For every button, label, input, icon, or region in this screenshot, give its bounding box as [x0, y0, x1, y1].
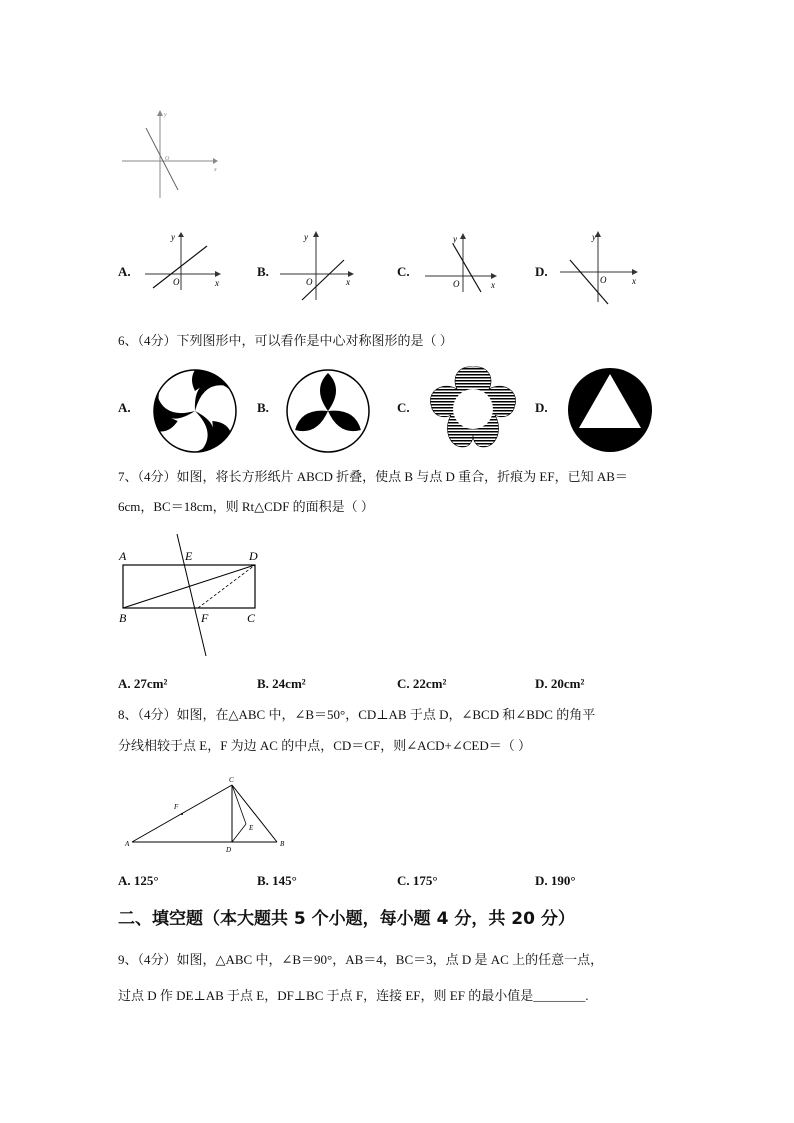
svg-text:B: B — [119, 611, 127, 625]
q6-option-c-figure — [425, 364, 521, 450]
q7-stem-line2: 6cm，BC＝18cm，则 Rt△CDF 的面积是（ ） — [118, 499, 374, 514]
q7-option-a: A. 27cm² — [118, 676, 168, 691]
q8-figure — [122, 774, 302, 854]
q6-option-a-label: A. — [118, 400, 131, 415]
q5-option-a-graph — [145, 232, 225, 292]
svg-text:A: A — [119, 549, 127, 563]
q5-option-b-label: B. — [257, 264, 269, 279]
q8-option-a: A. 125° — [118, 873, 159, 888]
q8-option-d: D. 190° — [535, 873, 576, 888]
svg-text:C: C — [247, 611, 256, 625]
q8-stem-line1: 8、（4分）如图，在△ABC 中，∠B＝50°，CD⊥AB 于点 D，∠BCD 和∠BDC 的角平 — [118, 707, 596, 722]
svg-text:O: O — [173, 277, 180, 287]
svg-text:x: x — [346, 277, 350, 287]
q6-option-b-figure — [285, 368, 371, 454]
svg-text:D: D — [226, 846, 232, 854]
q8-option-b: B. 145° — [257, 873, 297, 888]
svg-text:y: y — [304, 232, 308, 242]
q8-stem-line2: 分线相较于点 E，F 为边 AC 的中点，CD＝CF，则∠ACD+∠CED＝（ ） — [118, 738, 532, 753]
svg-text:y: y — [592, 232, 596, 242]
q6-option-a-figure — [152, 368, 238, 454]
svg-text:F: F — [201, 611, 209, 625]
ref-axis-y: y — [164, 112, 167, 118]
svg-text:D: D — [249, 549, 258, 563]
ref-origin: O — [165, 156, 170, 162]
q6-option-c-label: C. — [397, 400, 410, 415]
svg-text:x: x — [491, 280, 495, 290]
svg-text:C: C — [229, 776, 234, 784]
q6-option-b-label: B. — [257, 400, 269, 415]
q7-option-b: B. 24cm² — [257, 676, 306, 691]
q6-stem: 6、（4分）下列图形中，可以看作是中心对称图形的是（ ） — [118, 333, 453, 348]
svg-text:B: B — [280, 840, 285, 848]
q5-option-c-label: C. — [397, 264, 410, 279]
svg-text:E: E — [249, 824, 254, 832]
q5-option-b-graph — [280, 230, 360, 300]
svg-text:E: E — [185, 549, 193, 563]
q9-stem-line2: 过点 D 作 DE⊥AB 于点 E，DF⊥BC 于点 F，连接 EF，则 EF 的最小值是________. — [118, 988, 589, 1003]
q5-option-c-graph — [425, 232, 505, 292]
q5-option-d-graph — [560, 230, 650, 305]
svg-text:x: x — [632, 276, 636, 286]
svg-text:F: F — [174, 803, 179, 811]
svg-text:A: A — [125, 840, 130, 848]
q5-option-d-label: D. — [535, 264, 548, 279]
q7-stem-line1: 7、（4分）如图，将长方形纸片 ABCD 折叠，使点 B 与点 D 重合，折痕为 EF，已知 AB＝ — [118, 469, 628, 484]
q8-option-c: C. 175° — [397, 873, 438, 888]
q6-option-d-figure — [566, 366, 654, 454]
q7-figure — [115, 530, 275, 660]
svg-text:O: O — [453, 279, 460, 289]
q5-reference-graph — [118, 108, 218, 198]
svg-text:y: y — [171, 232, 175, 242]
q7-option-d: D. 20cm² — [535, 676, 585, 691]
q6-option-d-label: D. — [535, 400, 548, 415]
q5-option-a-label: A. — [118, 264, 131, 279]
q9-stem-line1: 9、（4分）如图，△ABC 中，∠B＝90°，AB＝4，BC＝3，点 D 是 AC 上的任意一点， — [118, 952, 604, 967]
q7-option-c: C. 22cm² — [397, 676, 447, 691]
svg-text:O: O — [306, 277, 313, 287]
ref-axis-x: x — [214, 167, 217, 173]
section-2-title: 二、填空题（本大题共 5 个小题，每小题 4 分，共 20 分） — [118, 909, 575, 929]
svg-text:x: x — [215, 278, 219, 288]
svg-text:y: y — [453, 234, 457, 244]
svg-text:O: O — [600, 275, 607, 285]
